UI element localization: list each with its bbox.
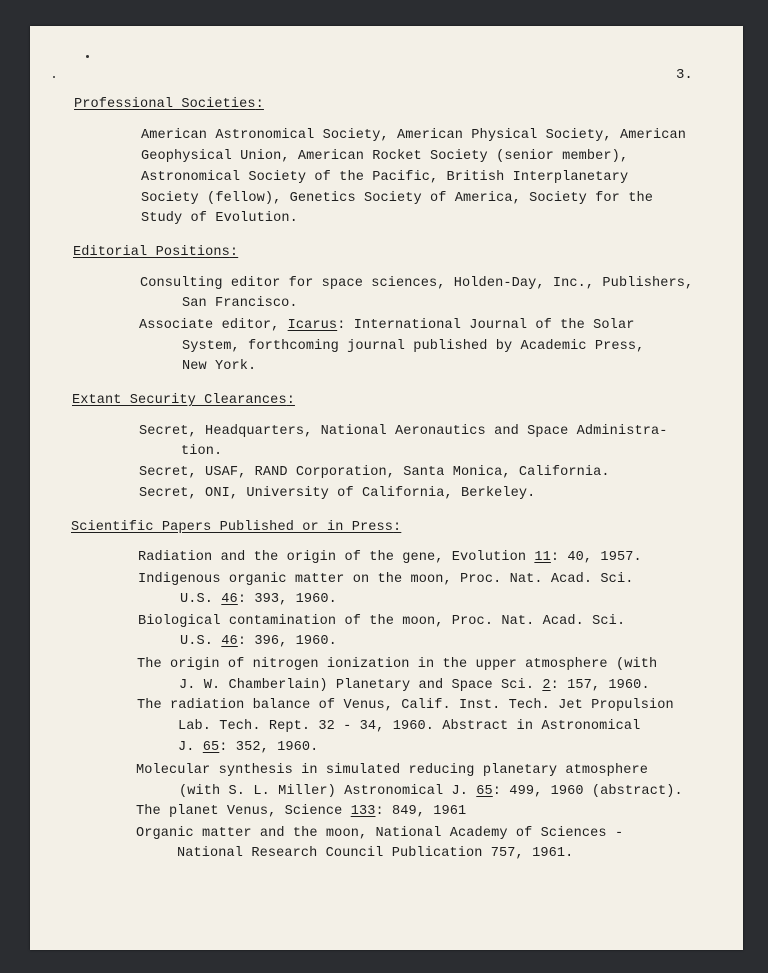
paper-speck bbox=[53, 76, 55, 78]
volume-number: 46 bbox=[221, 634, 238, 649]
citation-line bbox=[180, 634, 337, 649]
heading-text: Extant Security Clearances bbox=[72, 393, 287, 408]
citation-line bbox=[136, 804, 466, 819]
citation-line: Indigenous organic matter on the moon, Proc. Nat. Acad. Sci. bbox=[138, 572, 634, 587]
text-line: San Francisco. bbox=[182, 296, 298, 311]
volume-number: 133 bbox=[350, 804, 376, 819]
text-segment: U.S. bbox=[180, 634, 222, 649]
text-line: Secret, USAF, RAND Corporation, Santa Monica, California. bbox=[139, 465, 610, 480]
text-segment: : 40, 1957. bbox=[550, 550, 642, 565]
citation-line: The origin of nitrogen ionization in the upper atmosphere (with bbox=[137, 657, 658, 672]
section-heading-scientific-papers: Scientific Papers Published or in Press: bbox=[71, 520, 402, 535]
text-segment: (with S. L. Miller) Astronomical J. bbox=[179, 784, 477, 799]
text-segment: Associate editor, bbox=[139, 318, 288, 333]
text-segment: Radiation and the origin of the gene, Evolution bbox=[138, 550, 535, 565]
text-line: tion. bbox=[181, 444, 223, 459]
citation-line bbox=[138, 550, 642, 565]
heading-text: Professional Societies bbox=[74, 97, 256, 112]
heading-text: Scientific Papers Published or in Press bbox=[71, 520, 394, 535]
citation-line: Biological contamination of the moon, Proc. Nat. Acad. Sci. bbox=[138, 614, 626, 629]
text-segment: : 157, 1960. bbox=[550, 678, 650, 693]
citation-line: Organic matter and the moon, National Academy of Sciences - bbox=[136, 826, 624, 841]
text-segment: U.S. bbox=[180, 592, 222, 607]
text-line bbox=[139, 318, 634, 333]
text-line: Secret, Headquarters, National Aeronautics and Space Administra- bbox=[139, 424, 668, 439]
section-heading-professional-societies: Professional Societies: bbox=[74, 97, 264, 112]
citation-line bbox=[178, 740, 318, 755]
text-segment: The planet Venus, Science bbox=[136, 804, 351, 819]
citation-line: National Research Council Publication 757, 1961. bbox=[177, 846, 574, 861]
text-segment: : 499, 1960 (abstract). bbox=[492, 784, 683, 799]
text-line: New York. bbox=[182, 359, 257, 374]
citation-line: The radiation balance of Venus, Calif. Inst. Tech. Jet Propulsion bbox=[137, 698, 674, 713]
text-line: Geophysical Union, American Rocket Society (senior member), bbox=[141, 149, 629, 164]
citation-line: Lab. Tech. Rept. 32 - 34, 1960. Abstract in Astronomical bbox=[178, 719, 641, 734]
citation-line bbox=[180, 592, 337, 607]
text-segment: : 352, 1960. bbox=[219, 740, 319, 755]
text-line: System, forthcoming journal published by Academic Press, bbox=[182, 339, 645, 354]
volume-number: 65 bbox=[476, 784, 493, 799]
paper-speck bbox=[86, 55, 89, 58]
text-segment: : 849, 1961 bbox=[375, 804, 467, 819]
citation-line bbox=[179, 678, 650, 693]
volume-number: 2 bbox=[542, 678, 551, 693]
volume-number: 11 bbox=[534, 550, 551, 565]
text-segment: J. W. Chamberlain) Planetary and Space Sci. bbox=[179, 678, 543, 693]
page-number: 3. bbox=[676, 67, 693, 83]
text-segment: : 396, 1960. bbox=[237, 634, 337, 649]
text-line: Astronomical Society of the Pacific, British Interplanetary bbox=[141, 170, 629, 185]
text-line: Secret, ONI, University of California, Berkeley. bbox=[139, 486, 536, 501]
citation-line: Molecular synthesis in simulated reducing planetary atmosphere bbox=[136, 763, 648, 778]
volume-number: 65 bbox=[202, 740, 220, 755]
text-line: American Astronomical Society, American Physical Society, American bbox=[141, 128, 686, 143]
text-line: Consulting editor for space sciences, Holden-Day, Inc., Publishers, bbox=[140, 276, 694, 291]
text-segment: J. bbox=[178, 740, 203, 755]
text-segment: : International Journal of the Solar bbox=[337, 318, 635, 333]
heading-text: Editorial Positions bbox=[73, 245, 230, 260]
section-heading-editorial-positions: Editorial Positions: bbox=[73, 245, 239, 260]
text-segment: : 393, 1960. bbox=[237, 592, 337, 607]
journal-title: Icarus bbox=[287, 318, 338, 333]
volume-number: 46 bbox=[221, 592, 238, 607]
text-line: Society (fellow), Genetics Society of America, Society for the bbox=[141, 191, 653, 206]
section-heading-security-clearances: Extant Security Clearances: bbox=[72, 393, 295, 408]
citation-line bbox=[179, 784, 683, 799]
text-line: Study of Evolution. bbox=[141, 211, 298, 226]
